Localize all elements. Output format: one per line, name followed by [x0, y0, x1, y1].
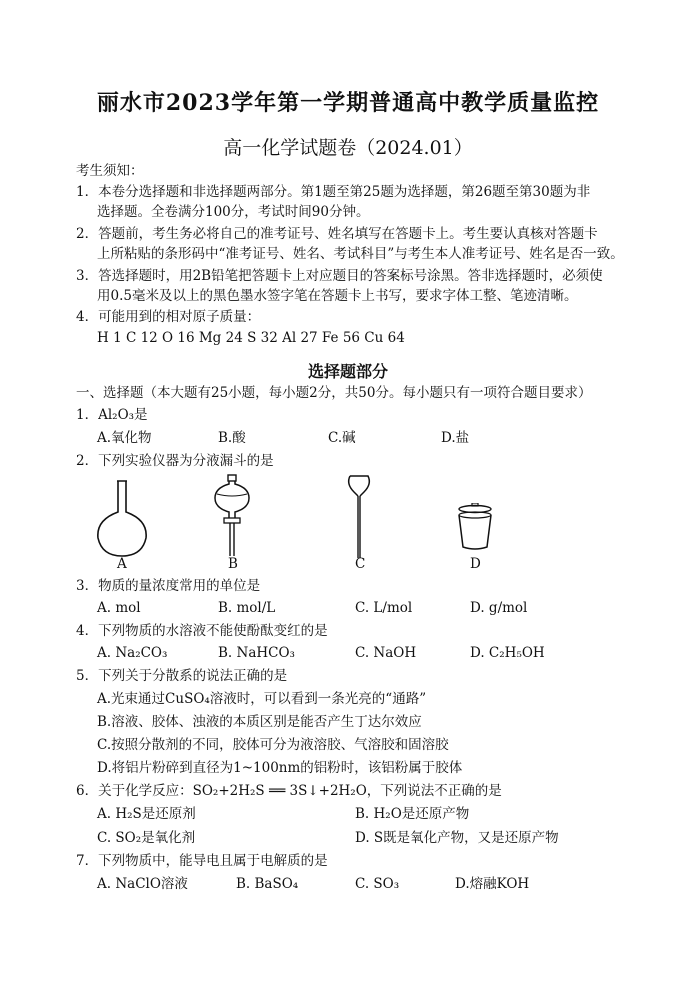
q6-option-d: D. S既是氧化产物，又是还原产物: [355, 830, 559, 846]
notice-item-4: 4．可能用到的相对原子质量：: [76, 309, 261, 325]
q4-option-d: D. C₂H₅OH: [470, 645, 545, 661]
q7-option-c: C. SO₃: [355, 876, 400, 892]
q2-label-d: D: [470, 556, 481, 572]
crucible-icon: [455, 503, 495, 553]
notice-heading: 考生须知：: [76, 163, 144, 179]
q4-option-c: C. NaOH: [355, 645, 417, 661]
q4-option-b: B. NaHCO₃: [218, 645, 295, 661]
q1-option-d: D.盐: [441, 430, 470, 446]
q7-stem: 7．下列物质中，能导电且属于电解质的是: [76, 853, 328, 869]
q4-stem: 4．下列物质的水溶液不能使酚酞变红的是: [76, 623, 328, 639]
q5-option-a: A.光束通过CuSO₄溶液时，可以看到一条光亮的“通路”: [97, 691, 427, 707]
q1-option-a: A.氧化物: [97, 430, 152, 446]
q4-option-a: A. Na₂CO₃: [97, 645, 168, 661]
exam-subtitle: 高一化学试题卷（2024.01）: [223, 137, 473, 159]
exam-title: 丽水市2023学年第一学期普通高中教学质量监控: [96, 90, 600, 116]
q6-stem: 6．关于化学反应：SO₂+2H₂S ══ 3S↓+2H₂O，下列说法不正确的是: [76, 783, 502, 799]
q6-option-b: B. H₂O是还原产物: [355, 806, 470, 822]
long-neck-funnel-icon: [344, 474, 374, 560]
q3-option-d: D. g/mol: [470, 600, 528, 616]
q6-option-c: C. SO₂是氧化剂: [97, 830, 196, 846]
q5-option-c: C.按照分散剂的不同，胶体可分为液溶胶、气溶胶和固溶胶: [97, 737, 449, 753]
notice-item-2: 2．答题前，考生务必将自己的准考证号、姓名填写在答题卡上。考生要认真核对答题卡: [76, 226, 598, 242]
q2-label-b: B: [228, 556, 238, 572]
notice-item-3: 3．答选择题时，用2B铅笔把答题卡上对应题目的答案标号涂黑。答非选择题时，必须使: [76, 268, 603, 284]
atomic-masses: H 1 C 12 O 16 Mg 24 S 32 Al 27 Fe 56 Cu 64: [97, 330, 405, 346]
q3-option-a: A. mol: [97, 600, 141, 616]
q5-stem: 5．下列关于分散系的说法正确的是: [76, 668, 288, 684]
q2-label-a: A: [117, 556, 127, 572]
section-instruction: 一、选择题（本大题有25小题，每小题2分，共50分。每小题只有一项符合题目要求）: [76, 385, 592, 401]
separatory-funnel-icon: [212, 474, 252, 560]
q1-stem: 1．Al₂O₃是: [76, 407, 148, 423]
q5-option-b: B.溶液、胶体、浊液的本质区别是能否产生丁达尔效应: [97, 714, 422, 730]
section-title: 选择题部分: [307, 362, 388, 381]
q7-option-a: A. NaClO溶液: [97, 876, 188, 892]
q1-option-b: B.酸: [218, 430, 246, 446]
round-bottom-flask-icon: [92, 478, 152, 558]
q1-option-c: C.碱: [328, 430, 356, 446]
notice-item-1-cont: 选择题。全卷满分100分，考试时间90分钟。: [97, 204, 370, 220]
q3-option-b: B. mol/L: [218, 600, 276, 616]
q3-option-c: C. L/mol: [355, 600, 413, 616]
q5-option-d: D.将铝片粉碎到直径为1~100nm的铝粉时，该铝粉属于胶体: [97, 760, 463, 776]
q2-label-c: C: [355, 556, 366, 572]
q2-stem: 2．下列实验仪器为分液漏斗的是: [76, 453, 274, 469]
notice-item-1: 1．本卷分选择题和非选择题两部分。第1题至第25题为选择题，第26题至第30题为非: [76, 184, 591, 200]
q7-option-d: D.熔融KOH: [455, 876, 530, 892]
q7-option-b: B. BaSO₄: [236, 876, 299, 892]
q3-stem: 3．物质的量浓度常用的单位是: [76, 578, 261, 594]
notice-item-3-cont: 用0.5毫米及以上的黑色墨水签字笔在答题卡上书写，要求字体工整、笔迹清晰。: [97, 288, 578, 304]
notice-item-2-cont: 上所粘贴的条形码中“准考证号、姓名、考试科目”与考生本人准考证号、姓名是否一致。: [97, 246, 624, 262]
q6-option-a: A. H₂S是还原剂: [97, 806, 196, 822]
